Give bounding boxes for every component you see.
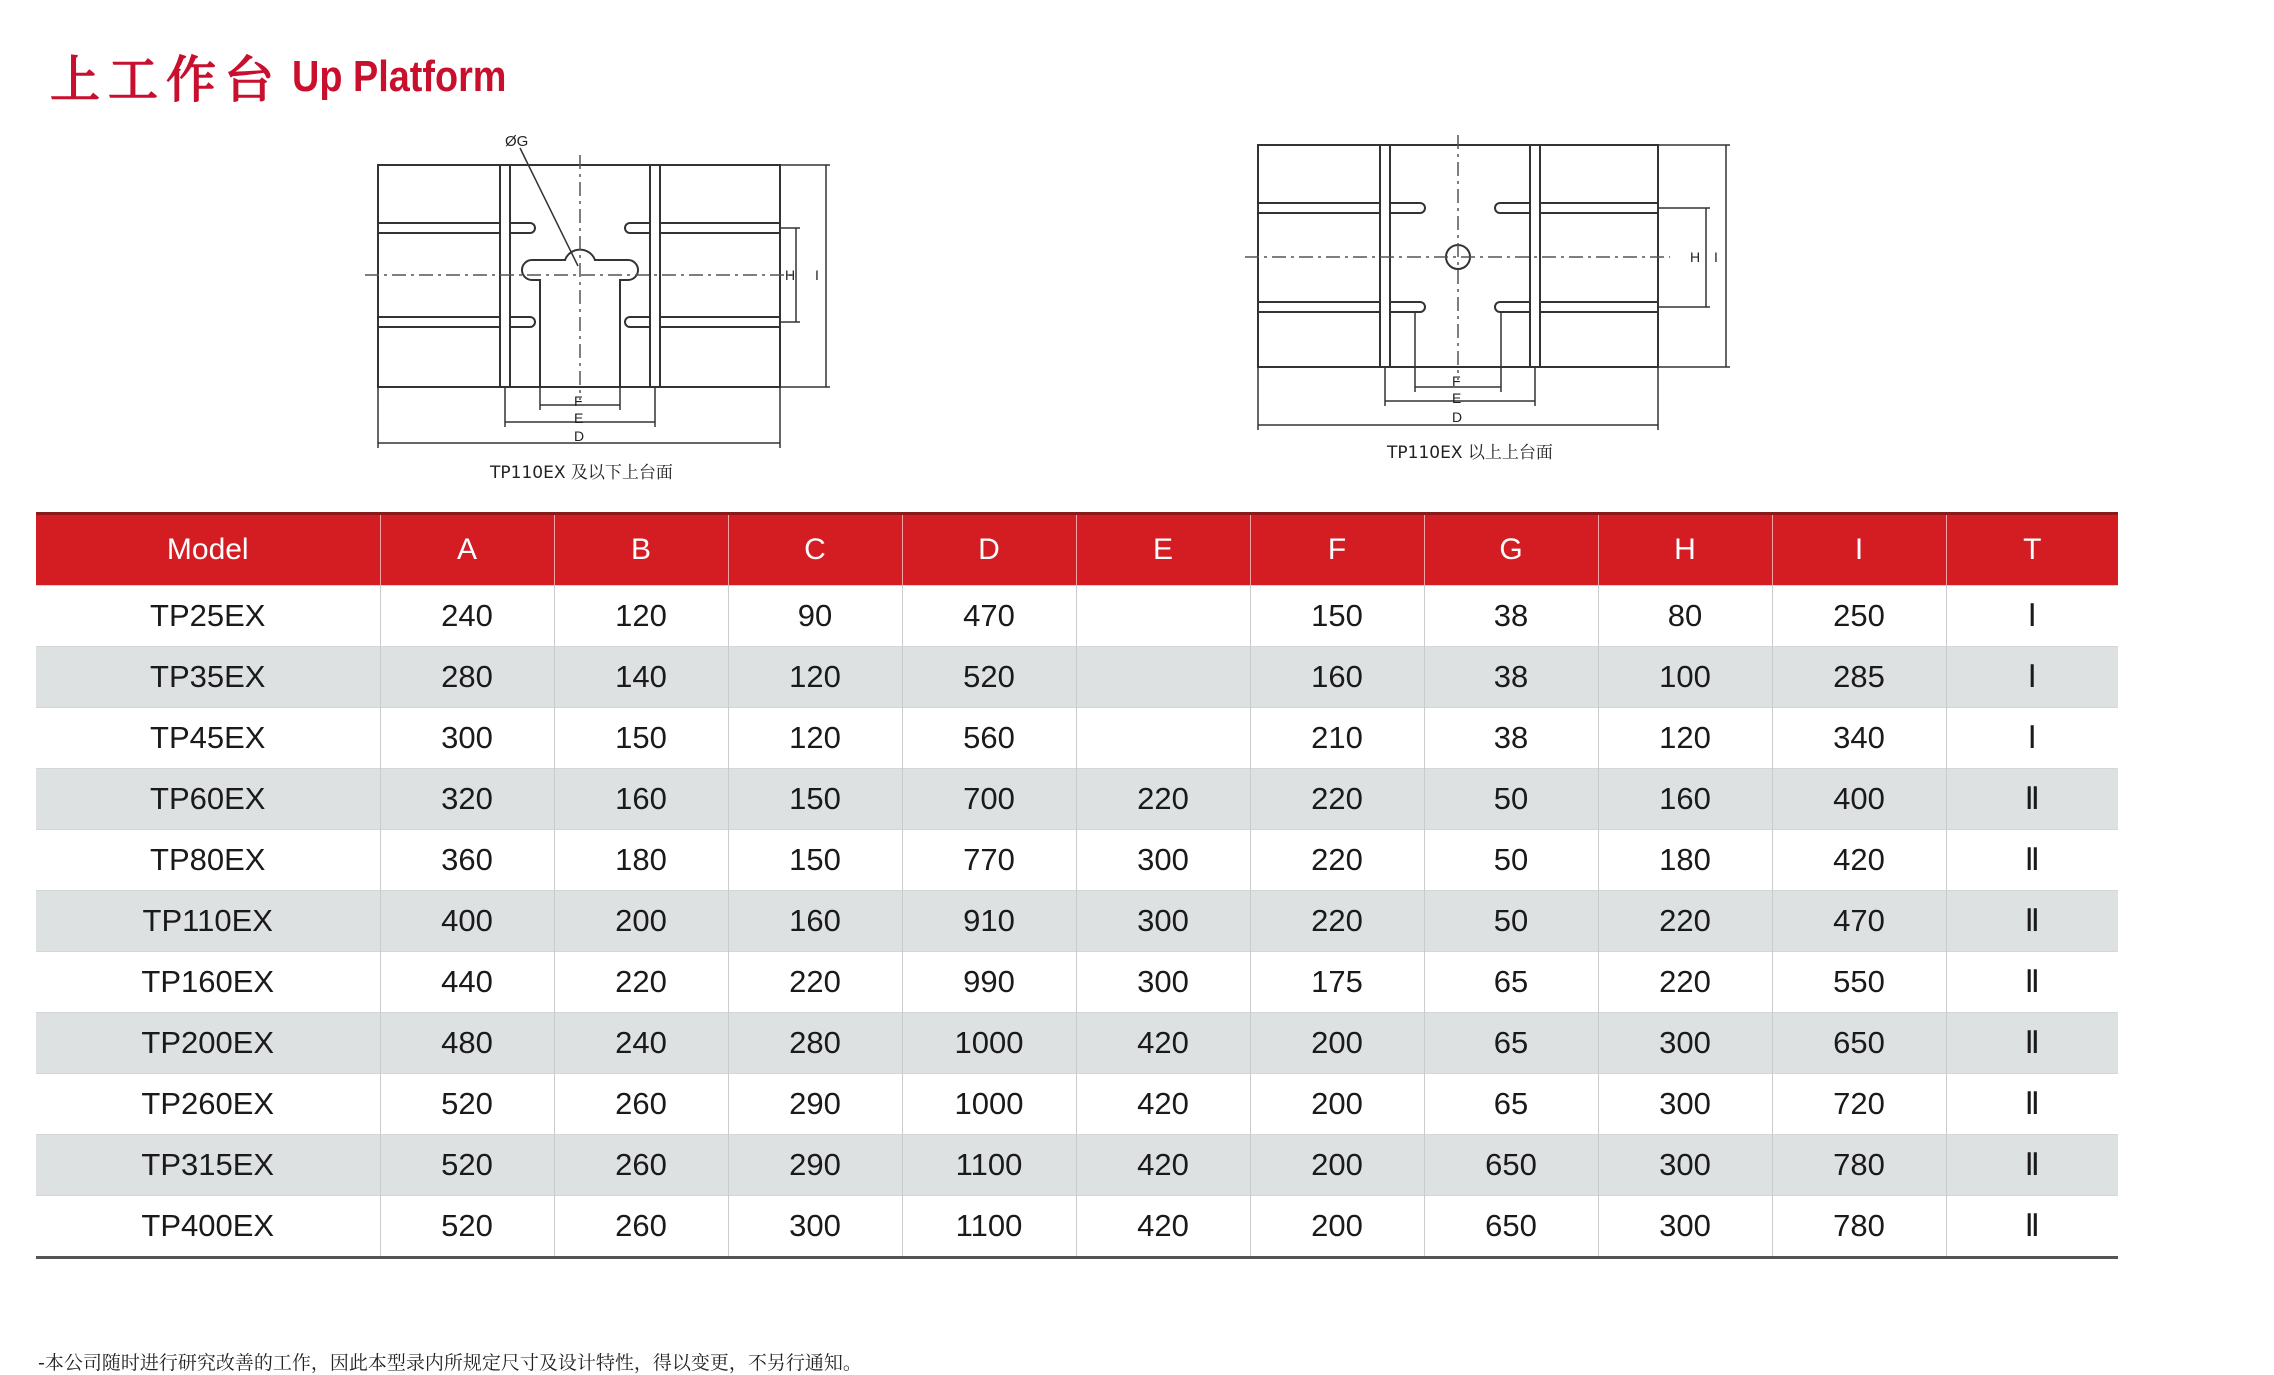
- table-row: [36, 708, 2118, 769]
- table-cell: 300: [1598, 1196, 1772, 1258]
- table-cell: 440: [380, 952, 554, 1013]
- table-cell: 520: [380, 1196, 554, 1258]
- table-cell: 520: [380, 1135, 554, 1196]
- table-cell: 320: [380, 769, 554, 830]
- table-cell: 700: [902, 769, 1076, 830]
- model-cell: TP80EX: [36, 830, 380, 891]
- table-cell: 420: [1076, 1196, 1250, 1258]
- table-cell: 1000: [902, 1013, 1076, 1074]
- table-row: [36, 891, 2118, 952]
- table-cell: 300: [1598, 1013, 1772, 1074]
- table-cell: 780: [1772, 1196, 1946, 1258]
- table-cell: 560: [902, 708, 1076, 769]
- table-cell: Ⅱ: [1946, 1196, 2118, 1258]
- table-row: [36, 1135, 2118, 1196]
- table-cell: 400: [380, 891, 554, 952]
- table-cell: 220: [728, 952, 902, 1013]
- table-cell: 160: [554, 769, 728, 830]
- model-cell: TP200EX: [36, 1013, 380, 1074]
- label-h: H: [1690, 249, 1701, 265]
- model-cell: TP60EX: [36, 769, 380, 830]
- column-header: H: [1598, 514, 1772, 586]
- table-cell: 910: [902, 891, 1076, 952]
- table-cell: 300: [728, 1196, 902, 1258]
- column-header: E: [1076, 514, 1250, 586]
- table-cell: 220: [554, 952, 728, 1013]
- table-cell: 160: [1598, 769, 1772, 830]
- table-cell: 290: [728, 1135, 902, 1196]
- table-cell: 300: [1598, 1074, 1772, 1135]
- page-title-english: Up Platform: [292, 52, 507, 101]
- table-cell: 280: [380, 647, 554, 708]
- table-cell: 220: [1598, 891, 1772, 952]
- table-cell: Ⅰ: [1946, 586, 2118, 647]
- table-cell: 200: [1250, 1013, 1424, 1074]
- table-cell: 720: [1772, 1074, 1946, 1135]
- table-cell: 650: [1424, 1196, 1598, 1258]
- column-header: F: [1250, 514, 1424, 586]
- table-cell: Ⅱ: [1946, 769, 2118, 830]
- table-cell: 1000: [902, 1074, 1076, 1135]
- table-cell: 65: [1424, 1013, 1598, 1074]
- table-row: [36, 1196, 2118, 1258]
- table-row: [36, 830, 2118, 891]
- model-cell: TP110EX: [36, 891, 380, 952]
- drawing-left-caption: TP110EX 及以下上台面: [490, 463, 673, 483]
- table-cell: 38: [1424, 586, 1598, 647]
- column-header: I: [1772, 514, 1946, 586]
- table-cell: 650: [1424, 1135, 1598, 1196]
- table-cell: 120: [728, 708, 902, 769]
- table-row: [36, 1013, 2118, 1074]
- table-cell: 1100: [902, 1135, 1076, 1196]
- table-cell: 300: [1598, 1135, 1772, 1196]
- page-title-chinese: 上工作台: [50, 51, 282, 109]
- table-cell: 420: [1076, 1135, 1250, 1196]
- table-cell: 100: [1598, 647, 1772, 708]
- table-cell: 180: [554, 830, 728, 891]
- table-cell: 550: [1772, 952, 1946, 1013]
- table-cell: [1076, 708, 1250, 769]
- table-header-row: [36, 514, 2118, 586]
- drawing-left-platform: [360, 130, 880, 460]
- table-cell: 260: [554, 1135, 728, 1196]
- table-cell: 520: [902, 647, 1076, 708]
- table-cell: 50: [1424, 891, 1598, 952]
- table-cell: 420: [1772, 830, 1946, 891]
- table-cell: 360: [380, 830, 554, 891]
- table-row: [36, 952, 2118, 1013]
- spec-table: [36, 512, 2118, 1259]
- table-cell: 650: [1772, 1013, 1946, 1074]
- table-cell: Ⅰ: [1946, 647, 2118, 708]
- table-cell: 120: [728, 647, 902, 708]
- table-cell: 38: [1424, 708, 1598, 769]
- label-f: F: [1452, 373, 1461, 389]
- model-cell: TP160EX: [36, 952, 380, 1013]
- drawing-right-caption: TP110EX 以上上台面: [1387, 443, 1553, 463]
- table-cell: 480: [380, 1013, 554, 1074]
- table-cell: 470: [1772, 891, 1946, 952]
- column-header: A: [380, 514, 554, 586]
- label-g: ØG: [505, 133, 529, 150]
- table-cell: 300: [380, 708, 554, 769]
- table-cell: 290: [728, 1074, 902, 1135]
- table-cell: 1100: [902, 1196, 1076, 1258]
- label-h: H: [785, 267, 796, 283]
- table-cell: Ⅱ: [1946, 1135, 2118, 1196]
- table-cell: 180: [1598, 830, 1772, 891]
- table-cell: 420: [1076, 1013, 1250, 1074]
- table-cell: 220: [1076, 769, 1250, 830]
- label-d: D: [1452, 409, 1463, 425]
- column-header: Model: [36, 514, 380, 586]
- table-cell: Ⅱ: [1946, 1013, 2118, 1074]
- model-cell: TP25EX: [36, 586, 380, 647]
- table-cell: 200: [554, 891, 728, 952]
- table-cell: 250: [1772, 586, 1946, 647]
- table-cell: 220: [1250, 769, 1424, 830]
- table-cell: 200: [1250, 1074, 1424, 1135]
- table-cell: 50: [1424, 769, 1598, 830]
- table-row: [36, 1074, 2118, 1135]
- table-cell: 240: [380, 586, 554, 647]
- table-cell: 300: [1076, 830, 1250, 891]
- table-cell: 200: [1250, 1196, 1424, 1258]
- table-cell: 220: [1598, 952, 1772, 1013]
- table-cell: 285: [1772, 647, 1946, 708]
- table-cell: 780: [1772, 1135, 1946, 1196]
- label-e: E: [574, 410, 584, 426]
- table-cell: [1076, 586, 1250, 647]
- table-cell: 175: [1250, 952, 1424, 1013]
- table-cell: 220: [1250, 830, 1424, 891]
- table-cell: 520: [380, 1074, 554, 1135]
- table-cell: Ⅱ: [1946, 891, 2118, 952]
- table-cell: 260: [554, 1196, 728, 1258]
- table-cell: 260: [554, 1074, 728, 1135]
- table-cell: 65: [1424, 1074, 1598, 1135]
- table-cell: Ⅱ: [1946, 1074, 2118, 1135]
- table-cell: Ⅰ: [1946, 708, 2118, 769]
- table-cell: 220: [1250, 891, 1424, 952]
- table-cell: 140: [554, 647, 728, 708]
- column-header: B: [554, 514, 728, 586]
- table-cell: [1076, 647, 1250, 708]
- table-cell: Ⅱ: [1946, 830, 2118, 891]
- table-cell: 470: [902, 586, 1076, 647]
- label-d: D: [574, 428, 585, 444]
- table-cell: 90: [728, 586, 902, 647]
- table-cell: 80: [1598, 586, 1772, 647]
- model-cell: TP260EX: [36, 1074, 380, 1135]
- label-f: F: [574, 393, 583, 409]
- table-cell: 420: [1076, 1074, 1250, 1135]
- table-cell: 160: [728, 891, 902, 952]
- table-cell: 160: [1250, 647, 1424, 708]
- model-cell: TP35EX: [36, 647, 380, 708]
- table-row: [36, 647, 2118, 708]
- table-cell: Ⅱ: [1946, 952, 2118, 1013]
- table-cell: 300: [1076, 952, 1250, 1013]
- table-cell: 340: [1772, 708, 1946, 769]
- model-cell: TP45EX: [36, 708, 380, 769]
- column-header: D: [902, 514, 1076, 586]
- table-row: [36, 586, 2118, 647]
- table-cell: 280: [728, 1013, 902, 1074]
- model-cell: TP315EX: [36, 1135, 380, 1196]
- table-cell: 120: [554, 586, 728, 647]
- table-cell: 38: [1424, 647, 1598, 708]
- label-e: E: [1452, 390, 1462, 406]
- drawing-right-platform: [1240, 130, 1760, 440]
- table-cell: 300: [1076, 891, 1250, 952]
- model-cell: TP400EX: [36, 1196, 380, 1258]
- table-cell: 400: [1772, 769, 1946, 830]
- label-i: I: [1714, 249, 1718, 265]
- table-cell: 150: [554, 708, 728, 769]
- table-cell: 210: [1250, 708, 1424, 769]
- footnote: -本公司随时进行研究改善的工作，因此本型录内所规定尺寸及设计特性，得以变更，不另行通知。: [38, 1352, 862, 1374]
- table-cell: 990: [902, 952, 1076, 1013]
- table-cell: 65: [1424, 952, 1598, 1013]
- table-cell: 120: [1598, 708, 1772, 769]
- table-cell: 240: [554, 1013, 728, 1074]
- table-row: [36, 769, 2118, 830]
- table-cell: 50: [1424, 830, 1598, 891]
- table-cell: 150: [1250, 586, 1424, 647]
- column-header: C: [728, 514, 902, 586]
- table-cell: 200: [1250, 1135, 1424, 1196]
- table-cell: 150: [728, 830, 902, 891]
- column-header: T: [1946, 514, 2118, 586]
- label-i: I: [815, 267, 819, 283]
- column-header: G: [1424, 514, 1598, 586]
- table-cell: 770: [902, 830, 1076, 891]
- table-cell: 150: [728, 769, 902, 830]
